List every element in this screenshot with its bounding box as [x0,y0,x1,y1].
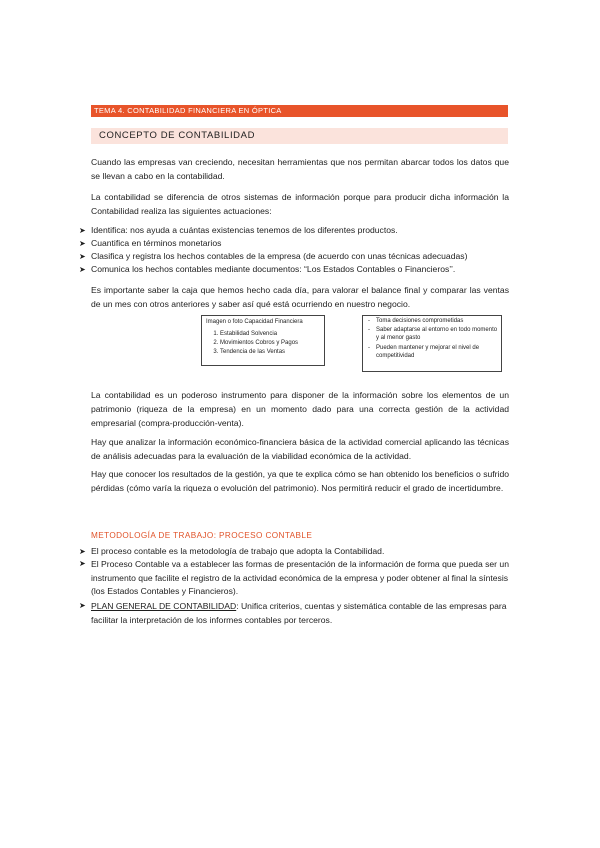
paragraph-instrument: La contabilidad es un poderoso instrumento para disponer de la información sobre los elementos de un patrimonio (riqueza de la empresa) en un momento dado para una correcta gestión de la actividad empresarial (compra-producción-venta). [91,390,509,428]
decisions-box [362,315,502,372]
paragraph-analysis: Hay que analizar la información económico-financiera básica de la actividad comercial aplicando las técnicas de análisis adecuadas para la evaluación de la viabilidad económica de la actividad. [91,437,509,461]
intro-paragraph-2: La contabilidad se diferencia de otros sistemas de información porque para producir dicha información la Contabilidad realiza las siguientes actuaciones: [91,192,509,216]
list-item: ➤ Identifica: nos ayuda a cuántas existencias tenemos de los diferentes productos. [79,224,511,238]
list-item: ➤ Comunica los hechos contables mediante documentos: “Los Estados Contables o Financieros’’. [79,263,511,277]
arrow-bullet-icon: ➤ [79,601,86,610]
list-item: ➤ PLAN GENERAL DE CONTABILIDAD: Unifica criterios, cuentas y sistemática contable de las empresas para facilitar la interpretación de los informes contables por terceros. [79,601,507,625]
list-item: - Toma decisiones comprometidas [376,317,498,325]
concept-title: CONCEPTO DE CONTABILIDAD [99,130,256,141]
section-title: TEMA 4. CONTABILIDAD FINANCIERA EN ÓPTICA [94,106,282,115]
list-item: ➤ El proceso contable es la metodología de trabajo que adopta la Contabilidad. [79,545,511,559]
list-item: ➤ Clasifica y registra los hechos contables de la empresa (de acuerdo con unas técnicas adecuadas) [79,250,511,264]
list-item: ➤ Cuantifica en términos monetarios [79,237,511,251]
arrow-bullet-icon: ➤ [79,226,86,235]
paragraph-results: Hay que conocer los resultados de la gestión, ya que te explica cómo se han obtenido los beneficios o sufrido pérdidas (cómo varía la riqueza o evolución del patrimonio). Nos permitirá reducir el grado de incertidumbre. [91,469,509,493]
list-item: ➤ El Proceso Contable va a establecer las formas de presentación de la información de forma que pueda ser un instrumento que facilite el registro de la actividad económica de la empresa y poder obtener al final la síntesis (los Estados Contables y Financieros). [79,559,509,596]
list-item: - Saber adaptarse al entorno en todo momento y al menor gasto [376,326,498,342]
section-title-bar [91,105,508,117]
list-item: - Pueden mantener y mejorar el nivel de competitividad [376,344,498,360]
concept-title-bar [91,128,508,144]
arrow-bullet-icon: ➤ [79,239,86,248]
arrow-bullet-icon: ➤ [79,265,86,274]
box-title: Imagen o foto Capacidad Financiera [206,319,303,325]
box-list [366,317,498,360]
method-title: METODOLOGÍA DE TRABAJO: PROCESO CONTABLE [91,531,313,540]
arrow-bullet-icon: ➤ [79,252,86,261]
financial-capacity-box [201,315,325,366]
list-item: 2. Movimientos Cobros y Pagos [220,339,320,348]
arrow-bullet-icon: ➤ [79,547,86,556]
importance-paragraph: Es importante saber la caja que hemos hecho cada día, para valorar el balance final y comparar las ventas de un mes con otros anteriores y saber así qué está ocurriendo en nuestro negocio. [91,285,509,309]
plan-general-link-text: PLAN GENERAL DE CONTABILIDAD [91,601,237,611]
box-list [206,330,320,357]
list-item: 1. Estabilidad Solvencia [220,330,320,339]
list-item: 3. Tendencia de las Ventas [220,348,320,357]
arrow-bullet-icon: ➤ [79,559,86,568]
intro-paragraph-1: Cuando las empresas van creciendo, necesitan herramientas que nos permitan abarcar todos los datos que se llevan a cabo en la contabilidad. [91,157,509,181]
